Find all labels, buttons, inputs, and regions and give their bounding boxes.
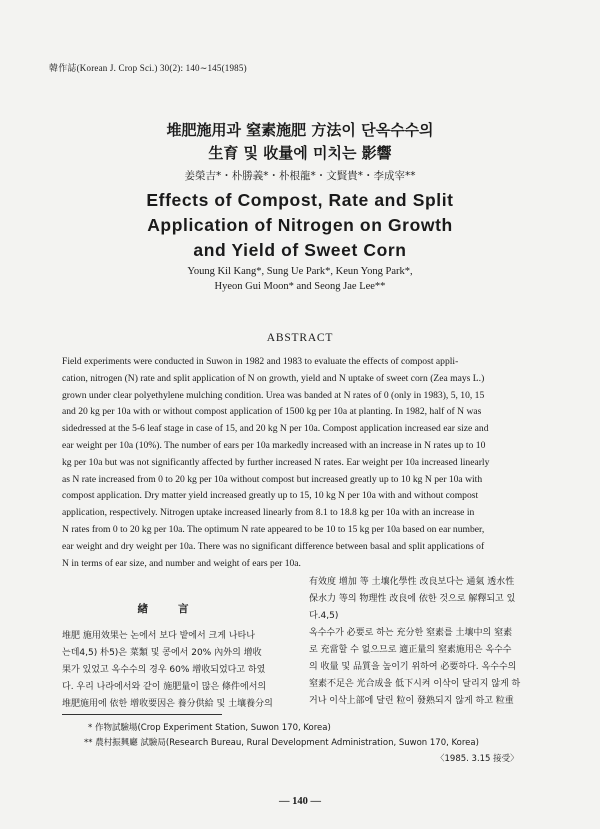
page-number: — 140 — [279,796,321,807]
abstract-body [62,354,536,572]
body-line: 로 充當할 수 없으므로 適正量의 窒素施用은 옥수수 [309,645,512,655]
abstract-line: kg per 10a but was not significantly affected by further increased N rates. Ear weight per 10a increased linearly [62,456,490,468]
abstract-line: application, respectively. Nitrogen uptake increased linearly from 8.1 to 18.8 kg per 10a with an increase in [62,507,475,519]
body-line: 거나 이삭上部에 달린 粒이 發熟되지 않게 하고 粒重 [309,696,514,706]
abstract-heading: ABSTRACT [266,332,334,344]
received-date: 〈1985. 3.15 接受〉 [436,754,519,764]
abstract-line: N rates from 0 to 20 kg per 10a. The optimum N rate appeared to be 10 to 15 kg per 10a based on ear number, [62,523,485,535]
abstract-line: ear weight and dry weight per 10a. There was no significant difference between basal and split applications of [62,540,485,552]
body-line: 堆肥施用에 依한 增收要因은 養分供給 및 土壤養分의 [62,699,273,709]
abstract-line: sidedressed at the 5-6 leaf stage in case of 15, and 20 kg N per 10a. Compost application increased ear size and [62,423,489,435]
abstract-line: ear weight per 10a (10%). The number of ears per 10a markedly increased with an increase in N rates up to 10 [62,439,486,451]
body-line: 堆肥 施用效果는 논에서 보다 밭에서 크게 나타나 [62,631,255,641]
english-authors-line-1: Young Kil Kang*, Sung Ue Park*, Keun Yong Park*, [187,266,413,277]
body-line: 窒素不足은 光合成을 低下시켜 이삭이 달리지 않게 하 [309,679,521,689]
introduction-right-column [309,574,539,710]
body-line: 는데4,5) 朴5)은 菜類 및 콩에서 20% 內外의 增收 [62,648,262,658]
body-line: 有效度 增加 等 土壤化學性 改良보다는 通氣 透水性 [309,577,515,587]
abstract-line: and 20 kg per 10a with or without compost application of 1500 kg per 10a at planting. In 1982, half of N was [62,406,482,418]
abstract-line: cation, nitrogen (N) rate and split application of N on growth, yield and N uptake of sweet corn (Zea mays L.) [62,372,485,384]
body-line: 다. 우리 나라에서와 같이 施肥量이 많은 條件에서의 [62,682,267,692]
body-line: 다.4,5) [309,611,339,621]
body-line: 의 收量 및 品質을 높이기 위하여 必要하다. 옥수수의 [309,662,517,672]
english-title-line-3: and Yield of Sweet Corn [193,240,407,260]
abstract-line: grown under clear polyethylene mulching condition. Urea was banded at N rates of 0 (only in 1983), 5, 10, 15 [62,389,485,401]
abstract-line: N in terms of ear size, and number and weight of ears per 10a. [62,557,301,569]
korean-title-line-2: 生育 및 收量에 미치는 影響 [208,144,392,162]
introduction-left-column [62,628,294,713]
journal-citation: 韓作誌(Korean J. Crop Sci.) 30(2): 140∼145(1985) [49,63,247,73]
english-authors-line-2: Hyeon Gui Moon* and Seong Jae Lee** [214,281,386,292]
footnote-divider [62,714,222,715]
abstract-line: as N rate increased from 0 to 20 kg per 10a without compost but increased greatly up to 10 kg N per 10a with [62,473,483,485]
body-line: 옥수수가 必要로 하는 充分한 窒素를 土壤中의 窒素 [309,628,513,638]
abstract-line: Field experiments were conducted in Suwon in 1982 and 1983 to evaluate the effects of compost appli- [62,356,459,367]
abstract-line: compost application. Dry matter yield increased greatly up to 15, 10 kg N per 10a with and without compost [62,490,479,502]
korean-authors: 姜榮吉*・朴勝義*・朴根龍*・文賢貴*・李成宰** [184,170,416,182]
korean-title-line-1: 堆肥施用과 窒素施肥 方法이 단옥수수의 [166,121,434,139]
body-line: 保水力 等의 物理性 改良에 依한 것으로 解釋되고 있 [309,594,516,604]
footnote-affiliation-1: * 作物試驗場(Crop Experiment Station, Suwon 170, Korea) [88,723,331,733]
english-title-line-1: Effects of Compost, Rate and Split [146,190,454,210]
english-title-line-2: Application of Nitrogen on Growth [147,215,453,235]
footnote-affiliation-2: ** 農村振興廳 試驗局(Research Bureau, Rural Development Administration, Suwon 170, Korea) [84,738,479,748]
body-line: 果가 있었고 옥수수의 경우 60% 增收되었다고 하였 [62,665,266,675]
introduction-heading: 緖言 [137,603,219,615]
